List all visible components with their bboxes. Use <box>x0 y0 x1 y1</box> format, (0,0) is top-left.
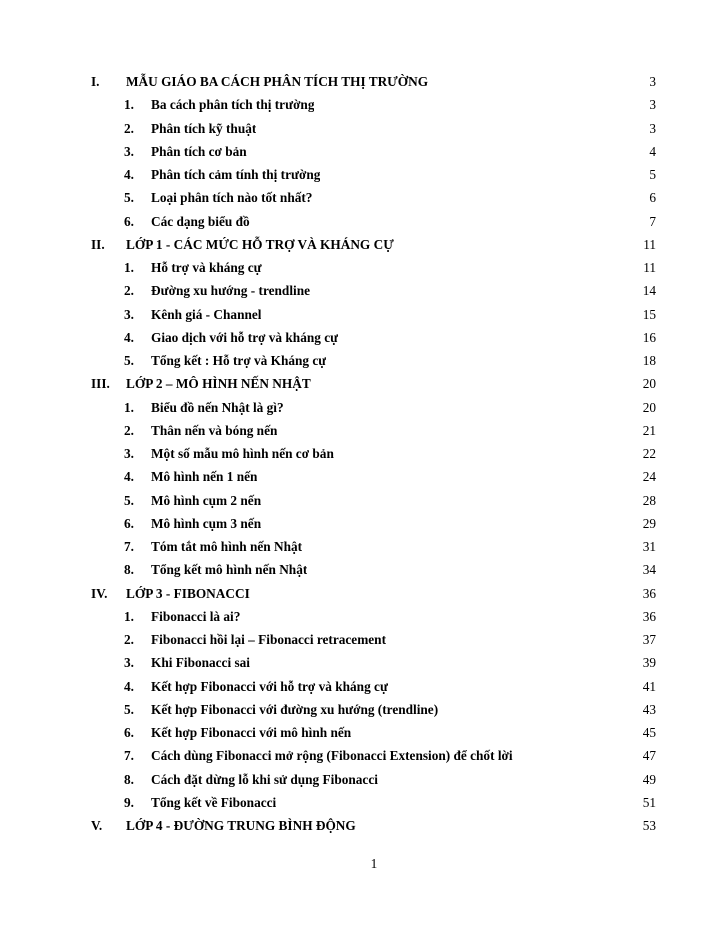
toc-entry-page: 47 <box>642 748 656 764</box>
toc-entry-page: 5 <box>649 167 656 182</box>
toc-entry-page: 11 <box>643 260 656 275</box>
toc-subsection[interactable] <box>0 303 656 326</box>
toc-entry-number: 4. <box>124 167 134 182</box>
toc-entry-number: 2. <box>124 283 134 299</box>
toc-entry-page: 4 <box>649 143 656 159</box>
toc-entry-title: Kết hợp Fibonacci với hỗ trợ và kháng cự <box>151 678 388 694</box>
toc-subsection[interactable] <box>0 465 656 488</box>
toc-entry-number: II. <box>91 236 105 252</box>
toc-entry-page: 29 <box>642 515 656 531</box>
toc-entry-number: 4. <box>124 678 134 694</box>
toc-entry-number: V. <box>91 818 103 833</box>
toc-section[interactable] <box>0 582 656 605</box>
toc-subsection[interactable] <box>0 791 656 814</box>
toc-section[interactable] <box>0 70 656 93</box>
toc-entry-page: 20 <box>642 399 656 415</box>
toc-entry-number: 7. <box>124 748 134 764</box>
toc-entry-number: 1. <box>124 608 134 624</box>
toc-entry-number: 4. <box>124 469 134 485</box>
toc-entry-number: 2. <box>124 120 134 136</box>
toc-subsection[interactable] <box>0 396 656 419</box>
toc-entry-title: Tổng kết mô hình nến Nhật <box>151 562 308 578</box>
toc-entry-title: Loại phân tích nào tốt nhất? <box>151 190 313 206</box>
toc-subsection[interactable] <box>0 744 656 767</box>
toc-subsection[interactable] <box>0 675 656 698</box>
toc-entry-page: 7 <box>649 213 656 229</box>
toc-entry-page: 14 <box>642 283 656 299</box>
toc-entry-page: 49 <box>642 771 656 787</box>
toc-entry-title: Tổng kết về Fibonacci <box>151 794 277 810</box>
toc-entry-number: 4. <box>124 329 134 345</box>
toc-subsection[interactable] <box>0 558 656 581</box>
toc-subsection[interactable] <box>0 117 656 140</box>
toc-subsection[interactable] <box>0 698 656 721</box>
toc-entry-number: 2. <box>124 422 134 438</box>
toc-entry-page: 3 <box>649 74 656 89</box>
toc-entry-title: LỚP 3 - FIBONACCI <box>126 585 250 601</box>
toc-entry-title: Mô hình nến 1 nến <box>151 469 258 485</box>
toc-entry-title: LỚP 4 - ĐƯỜNG TRUNG BÌNH ĐỘNG <box>126 818 356 833</box>
toc-entry-page: 36 <box>642 585 656 601</box>
toc-subsection[interactable] <box>0 419 656 442</box>
toc-subsection[interactable] <box>0 349 656 372</box>
toc-subsection[interactable] <box>0 721 656 744</box>
toc-entry-page: 41 <box>642 678 656 694</box>
toc-entry-page: 3 <box>649 120 656 136</box>
toc-subsection[interactable] <box>0 535 656 558</box>
toc-entry-number: 5. <box>124 701 134 717</box>
toc-entry-title: Mô hình cụm 2 nến <box>151 492 262 508</box>
toc-entry-page: 43 <box>642 701 656 717</box>
toc-entry-title: MẪU GIÁO BA CÁCH PHÂN TÍCH THỊ TRƯỜNG <box>126 74 429 89</box>
toc-entry-title: Giao dịch với hỗ trợ và kháng cự <box>151 329 339 345</box>
toc-entry-title: Phân tích cơ bản <box>151 143 247 159</box>
toc-entry-number: 1. <box>124 97 134 113</box>
toc-entry-number: 5. <box>124 190 134 206</box>
toc-entry-page: 34 <box>642 562 656 578</box>
toc-entry-page: 36 <box>642 608 656 624</box>
toc-entry-title: Fibonacci là ai? <box>151 608 241 624</box>
toc-subsection[interactable] <box>0 163 656 186</box>
toc-entry-title: Fibonacci hồi lại – Fibonacci retracement <box>151 632 386 647</box>
toc-entry-number: I. <box>91 74 100 89</box>
toc-entry-number: 7. <box>124 539 134 554</box>
toc-entry-title: Cách đặt dừng lỗ khi sử dụng Fibonacci <box>151 771 378 787</box>
toc-entry-page: 37 <box>642 632 656 647</box>
toc-entry-title: LỚP 1 - CÁC MỨC HỖ TRỢ VÀ KHÁNG CỰ <box>126 236 394 252</box>
toc-entry-page: 24 <box>642 469 656 485</box>
toc-subsection[interactable] <box>0 628 656 651</box>
toc-entry-title: Đường xu hướng - trendline <box>151 283 311 299</box>
table-of-contents <box>0 70 720 837</box>
toc-subsection[interactable] <box>0 442 656 465</box>
toc-entry-title: Phân tích kỹ thuật <box>151 120 257 136</box>
toc-entry-page: 3 <box>649 97 656 113</box>
toc-entry-title: Các dạng biểu đồ <box>151 213 250 229</box>
toc-entry-number: 3. <box>124 306 134 322</box>
page-number: 1 <box>370 856 378 871</box>
toc-entry-page: 15 <box>642 306 656 322</box>
toc-entry-page: 53 <box>642 818 656 833</box>
toc-subsection[interactable] <box>0 210 656 233</box>
toc-entry-title: Một số mẫu mô hình nến cơ bản <box>151 446 334 461</box>
toc-entry-number: 6. <box>124 213 134 229</box>
toc-entry-number: 3. <box>124 446 134 461</box>
toc-entry-page: 21 <box>642 422 656 438</box>
toc-entry-title: LỚP 2 – MÔ HÌNH NẾN NHẬT <box>126 376 311 392</box>
toc-entry-title: Ba cách phân tích thị trường <box>151 97 315 113</box>
toc-entry-page: 39 <box>642 655 656 671</box>
toc-subsection[interactable] <box>0 512 656 535</box>
toc-subsection[interactable] <box>0 651 656 674</box>
toc-entry-number: 5. <box>124 353 134 368</box>
toc-entry-page: 18 <box>642 353 656 368</box>
toc-entry-title: Cách dùng Fibonacci mở rộng (Fibonacci Extension) để chốt lời <box>151 748 513 764</box>
toc-entry-number: 3. <box>124 143 134 159</box>
toc-subsection[interactable] <box>0 93 656 116</box>
toc-entry-title: Tóm tắt mô hình nến Nhật <box>151 539 303 554</box>
toc-subsection[interactable] <box>0 140 656 163</box>
toc-entry-number: 9. <box>124 794 134 810</box>
toc-entry-page: 11 <box>643 236 656 252</box>
toc-entry-page: 16 <box>642 329 656 345</box>
toc-entry-page: 6 <box>649 190 656 206</box>
toc-entry-page: 20 <box>642 376 656 392</box>
toc-entry-title: Mô hình cụm 3 nến <box>151 515 262 531</box>
toc-entry-number: 6. <box>124 725 134 740</box>
toc-entry-page: 45 <box>642 725 656 740</box>
toc-subsection[interactable] <box>0 326 656 349</box>
toc-entry-page: 28 <box>642 492 656 508</box>
toc-entry-title: Kết hợp Fibonacci với mô hình nến <box>151 725 352 740</box>
toc-entry-title: Thân nến và bóng nến <box>151 422 278 438</box>
toc-section[interactable] <box>0 814 656 837</box>
toc-entry-title: Hỗ trợ và kháng cự <box>151 260 262 275</box>
toc-subsection[interactable] <box>0 768 656 791</box>
toc-entry-title: Tổng kết : Hỗ trợ và Kháng cự <box>151 353 327 368</box>
toc-subsection[interactable] <box>0 186 656 209</box>
toc-entry-number: 8. <box>124 562 134 578</box>
toc-subsection[interactable] <box>0 279 656 302</box>
toc-entry-title: Kết hợp Fibonacci với đường xu hướng (trendline) <box>151 701 439 717</box>
toc-entry-number: 1. <box>124 260 134 275</box>
toc-entry-number: 5. <box>124 492 134 508</box>
toc-entry-page: 31 <box>642 539 656 554</box>
toc-entry-title: Phân tích cảm tính thị trường <box>151 167 321 182</box>
toc-entry-number: 1. <box>124 399 134 415</box>
toc-section[interactable] <box>0 233 656 256</box>
toc-entry-number: III. <box>91 376 110 392</box>
toc-entry-number: 8. <box>124 771 134 787</box>
toc-entry-page: 51 <box>642 794 656 810</box>
toc-entry-title: Kênh giá - Channel <box>151 306 262 322</box>
toc-subsection[interactable] <box>0 256 656 279</box>
toc-entry-number: 3. <box>124 655 134 671</box>
toc-entry-title: Khi Fibonacci sai <box>151 655 250 671</box>
toc-section[interactable] <box>0 372 656 395</box>
toc-subsection[interactable] <box>0 605 656 628</box>
toc-entry-number: 2. <box>124 632 134 647</box>
toc-entry-page: 22 <box>642 446 656 461</box>
toc-entry-number: IV. <box>91 585 108 601</box>
toc-subsection[interactable] <box>0 489 656 512</box>
toc-entry-title: Biểu đồ nến Nhật là gì? <box>151 399 284 415</box>
toc-entry-number: 6. <box>124 515 134 531</box>
